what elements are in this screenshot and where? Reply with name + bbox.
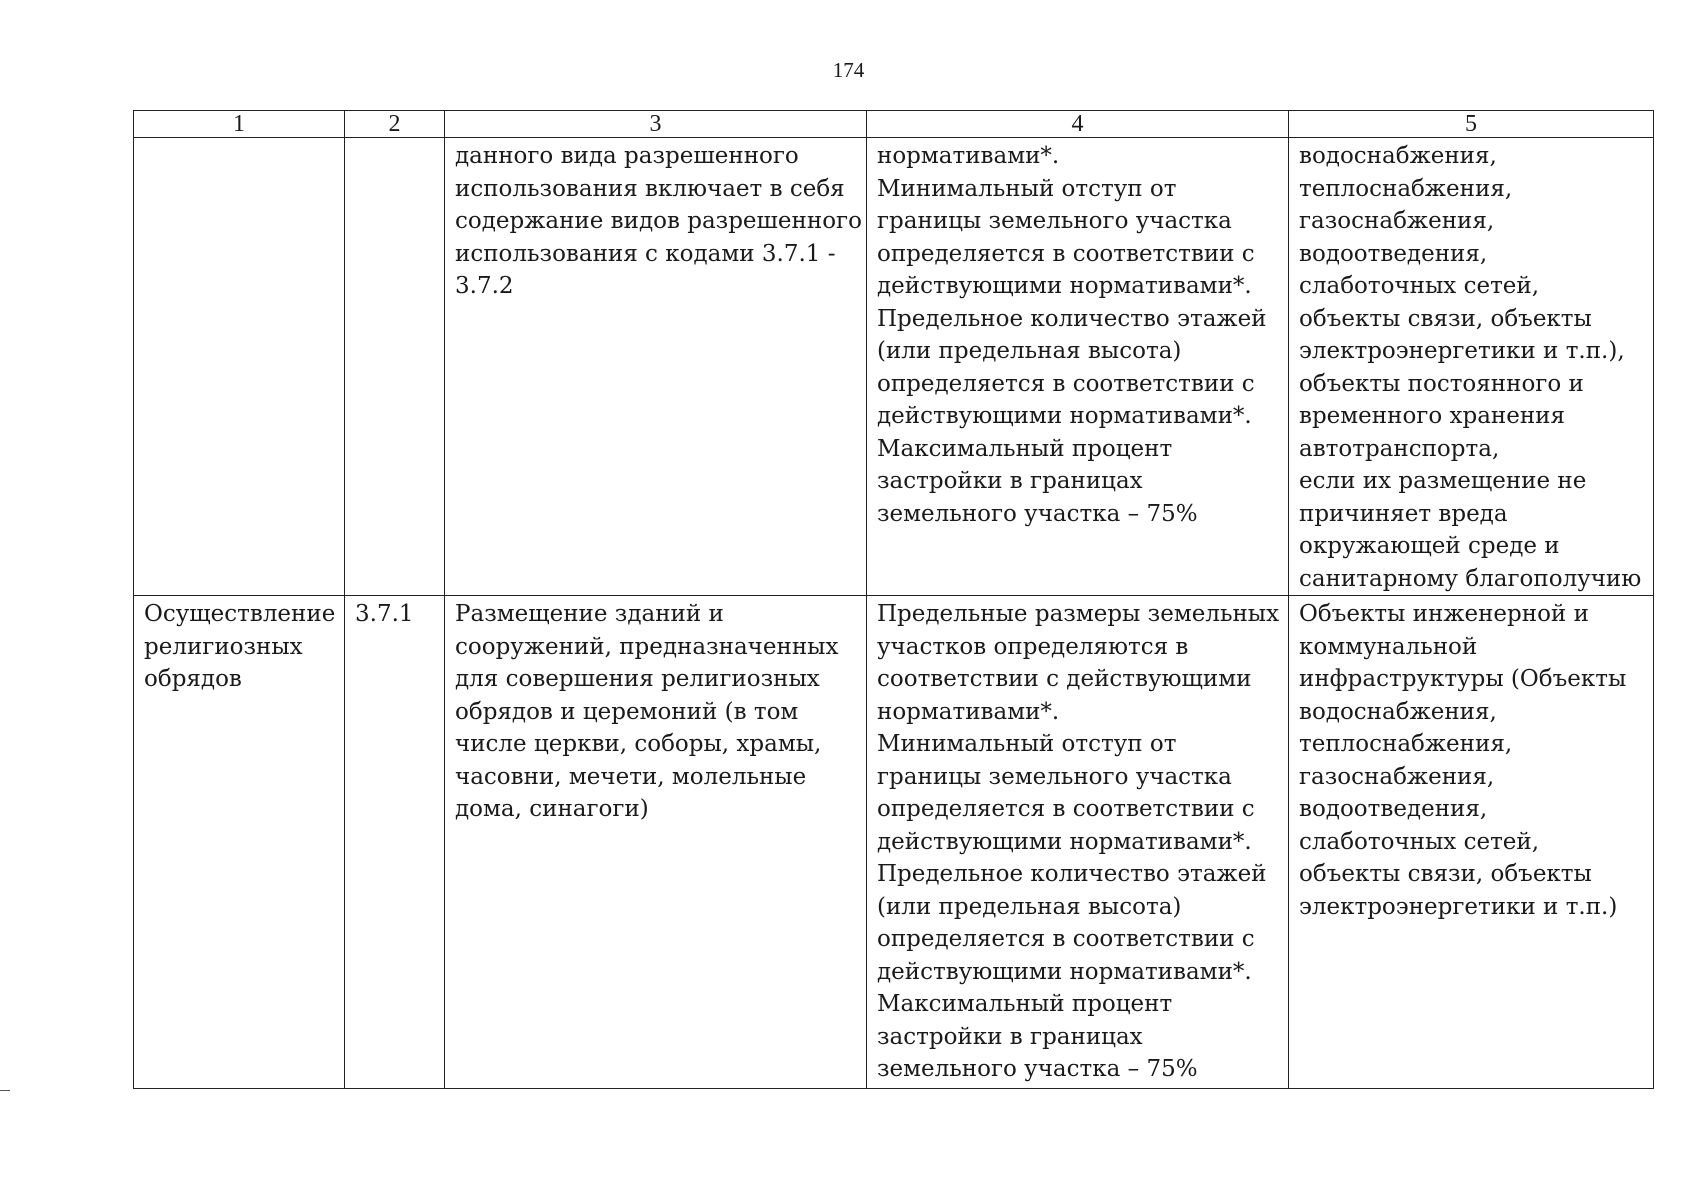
text-line: участков определяются в (877, 633, 1189, 660)
auxiliary-uses-cell (1289, 138, 1654, 596)
text-line: использования с кодами 3.7.1 - (455, 240, 836, 267)
description-cell (445, 596, 867, 1089)
text-line: если их размещение не (1299, 468, 1587, 494)
text-line: теплоснабжения, (1299, 175, 1513, 202)
text-line: водоотведения, (1299, 796, 1488, 822)
column-header-3: 3 (445, 111, 867, 138)
text-line: застройки в границах (877, 1023, 1143, 1050)
text-line: водоснабжения, (1299, 698, 1497, 725)
text-line: земельного участка – 75% (877, 1056, 1198, 1082)
text-line: Предельное количество этажей (877, 305, 1267, 332)
text-line: действующими нормативами*. (877, 958, 1252, 985)
text-line: нормативами*. (877, 143, 1060, 169)
text-line: определяется в соответствии с (877, 796, 1255, 822)
text-line: объекты постоянного и (1299, 370, 1584, 397)
text-line: теплоснабжения, (1299, 731, 1513, 757)
text-line: земельного участка – 75% (877, 500, 1198, 527)
table-row (134, 138, 1654, 596)
auxiliary-uses-cell (1289, 596, 1654, 1089)
use-code-cell (345, 138, 445, 596)
text-line: водоотведения, (1299, 240, 1488, 267)
text-line: 3.7.2 (455, 273, 514, 299)
text-line: границы земельного участка (877, 208, 1232, 234)
header-row (134, 111, 1654, 138)
text-line: газоснабжения, (1299, 763, 1495, 790)
land-use-table (133, 110, 1654, 1089)
text-line: религиозных (144, 633, 303, 660)
text-line: действующими нормативами*. (877, 403, 1252, 429)
text-line: числе церкви, соборы, храмы, (455, 731, 822, 757)
text-line: дома, синагоги) (455, 796, 649, 822)
text-line: соответствии с действующими (877, 666, 1252, 692)
text-line: слаботочных сетей, (1299, 828, 1540, 855)
text-line: Объекты инженерной и (1299, 601, 1589, 627)
column-header-2: 2 (345, 111, 445, 138)
text-line: Максимальный процент (877, 991, 1173, 1017)
text-line: автотранспорта, (1299, 435, 1500, 462)
text-line: определяется в соответствии с (877, 370, 1255, 397)
use-name-cell (134, 138, 345, 596)
text-line: Осуществление (144, 601, 336, 627)
text-line: сооружений, предназначенных (455, 633, 839, 660)
column-header-1: 1 (134, 111, 345, 138)
text-line: (или предельная высота) (877, 893, 1182, 920)
table-row (134, 596, 1654, 1089)
column-header-4: 4 (867, 111, 1289, 138)
text-line: определяется в соответствии с (877, 926, 1255, 952)
text-line: электроэнергетики и т.п.) (1299, 893, 1618, 920)
text-line: слаботочных сетей, (1299, 273, 1540, 299)
text-line: инфраструктуры (Объекты (1299, 666, 1627, 692)
text-line: газоснабжения, (1299, 208, 1495, 234)
text-line: Предельное количество этажей (877, 861, 1267, 887)
text-line: Предельные размеры земельных (877, 601, 1280, 627)
text-line: водоснабжения, (1299, 143, 1497, 169)
text-line: Минимальный отступ от (877, 175, 1177, 202)
parameters-cell (867, 596, 1289, 1089)
text-line: обрядов (144, 666, 242, 692)
text-line: объекты связи, объекты (1299, 861, 1592, 887)
text-line: коммунальной (1299, 633, 1478, 660)
text-line: нормативами*. (877, 698, 1060, 725)
text-line: (или предельная высота) (877, 338, 1182, 364)
text-line: действующими нормативами*. (877, 273, 1252, 299)
text-line: использования включает в себя (455, 175, 845, 202)
text-line: содержание видов разрешенного (455, 208, 862, 234)
text-line: данного вида разрешенного (455, 143, 799, 169)
text-line: действующими нормативами*. (877, 828, 1252, 855)
column-header-5: 5 (1289, 111, 1654, 138)
page-number: 174 (832, 58, 865, 82)
text-line: Размещение зданий и (455, 601, 724, 627)
text-line: временного хранения (1299, 403, 1566, 429)
text-line: объекты связи, объекты (1299, 305, 1592, 332)
text-line: санитарному благополучию (1299, 565, 1642, 592)
text-line: определяется в соответствии с (877, 240, 1255, 267)
text-line: окружающей среде и (1299, 533, 1560, 559)
use-name-cell (134, 596, 345, 1089)
text-line: границы земельного участка (877, 763, 1232, 790)
text-line: обрядов и церемоний (в том (455, 698, 799, 725)
text-line: причиняет вреда (1299, 500, 1508, 527)
text-line: часовни, мечети, молельные (455, 763, 807, 790)
description-cell (445, 138, 867, 596)
text-line: для совершения религиозных (455, 666, 820, 692)
text-line: Минимальный отступ от (877, 731, 1177, 757)
text-line: Максимальный процент (877, 435, 1173, 462)
text-line: электроэнергетики и т.п.), (1299, 338, 1625, 364)
parameters-cell (867, 138, 1289, 596)
text-line: застройки в границах (877, 468, 1143, 494)
margin-mark (0, 1090, 10, 1091)
use-code-cell: 3.7.1 (345, 596, 445, 1089)
